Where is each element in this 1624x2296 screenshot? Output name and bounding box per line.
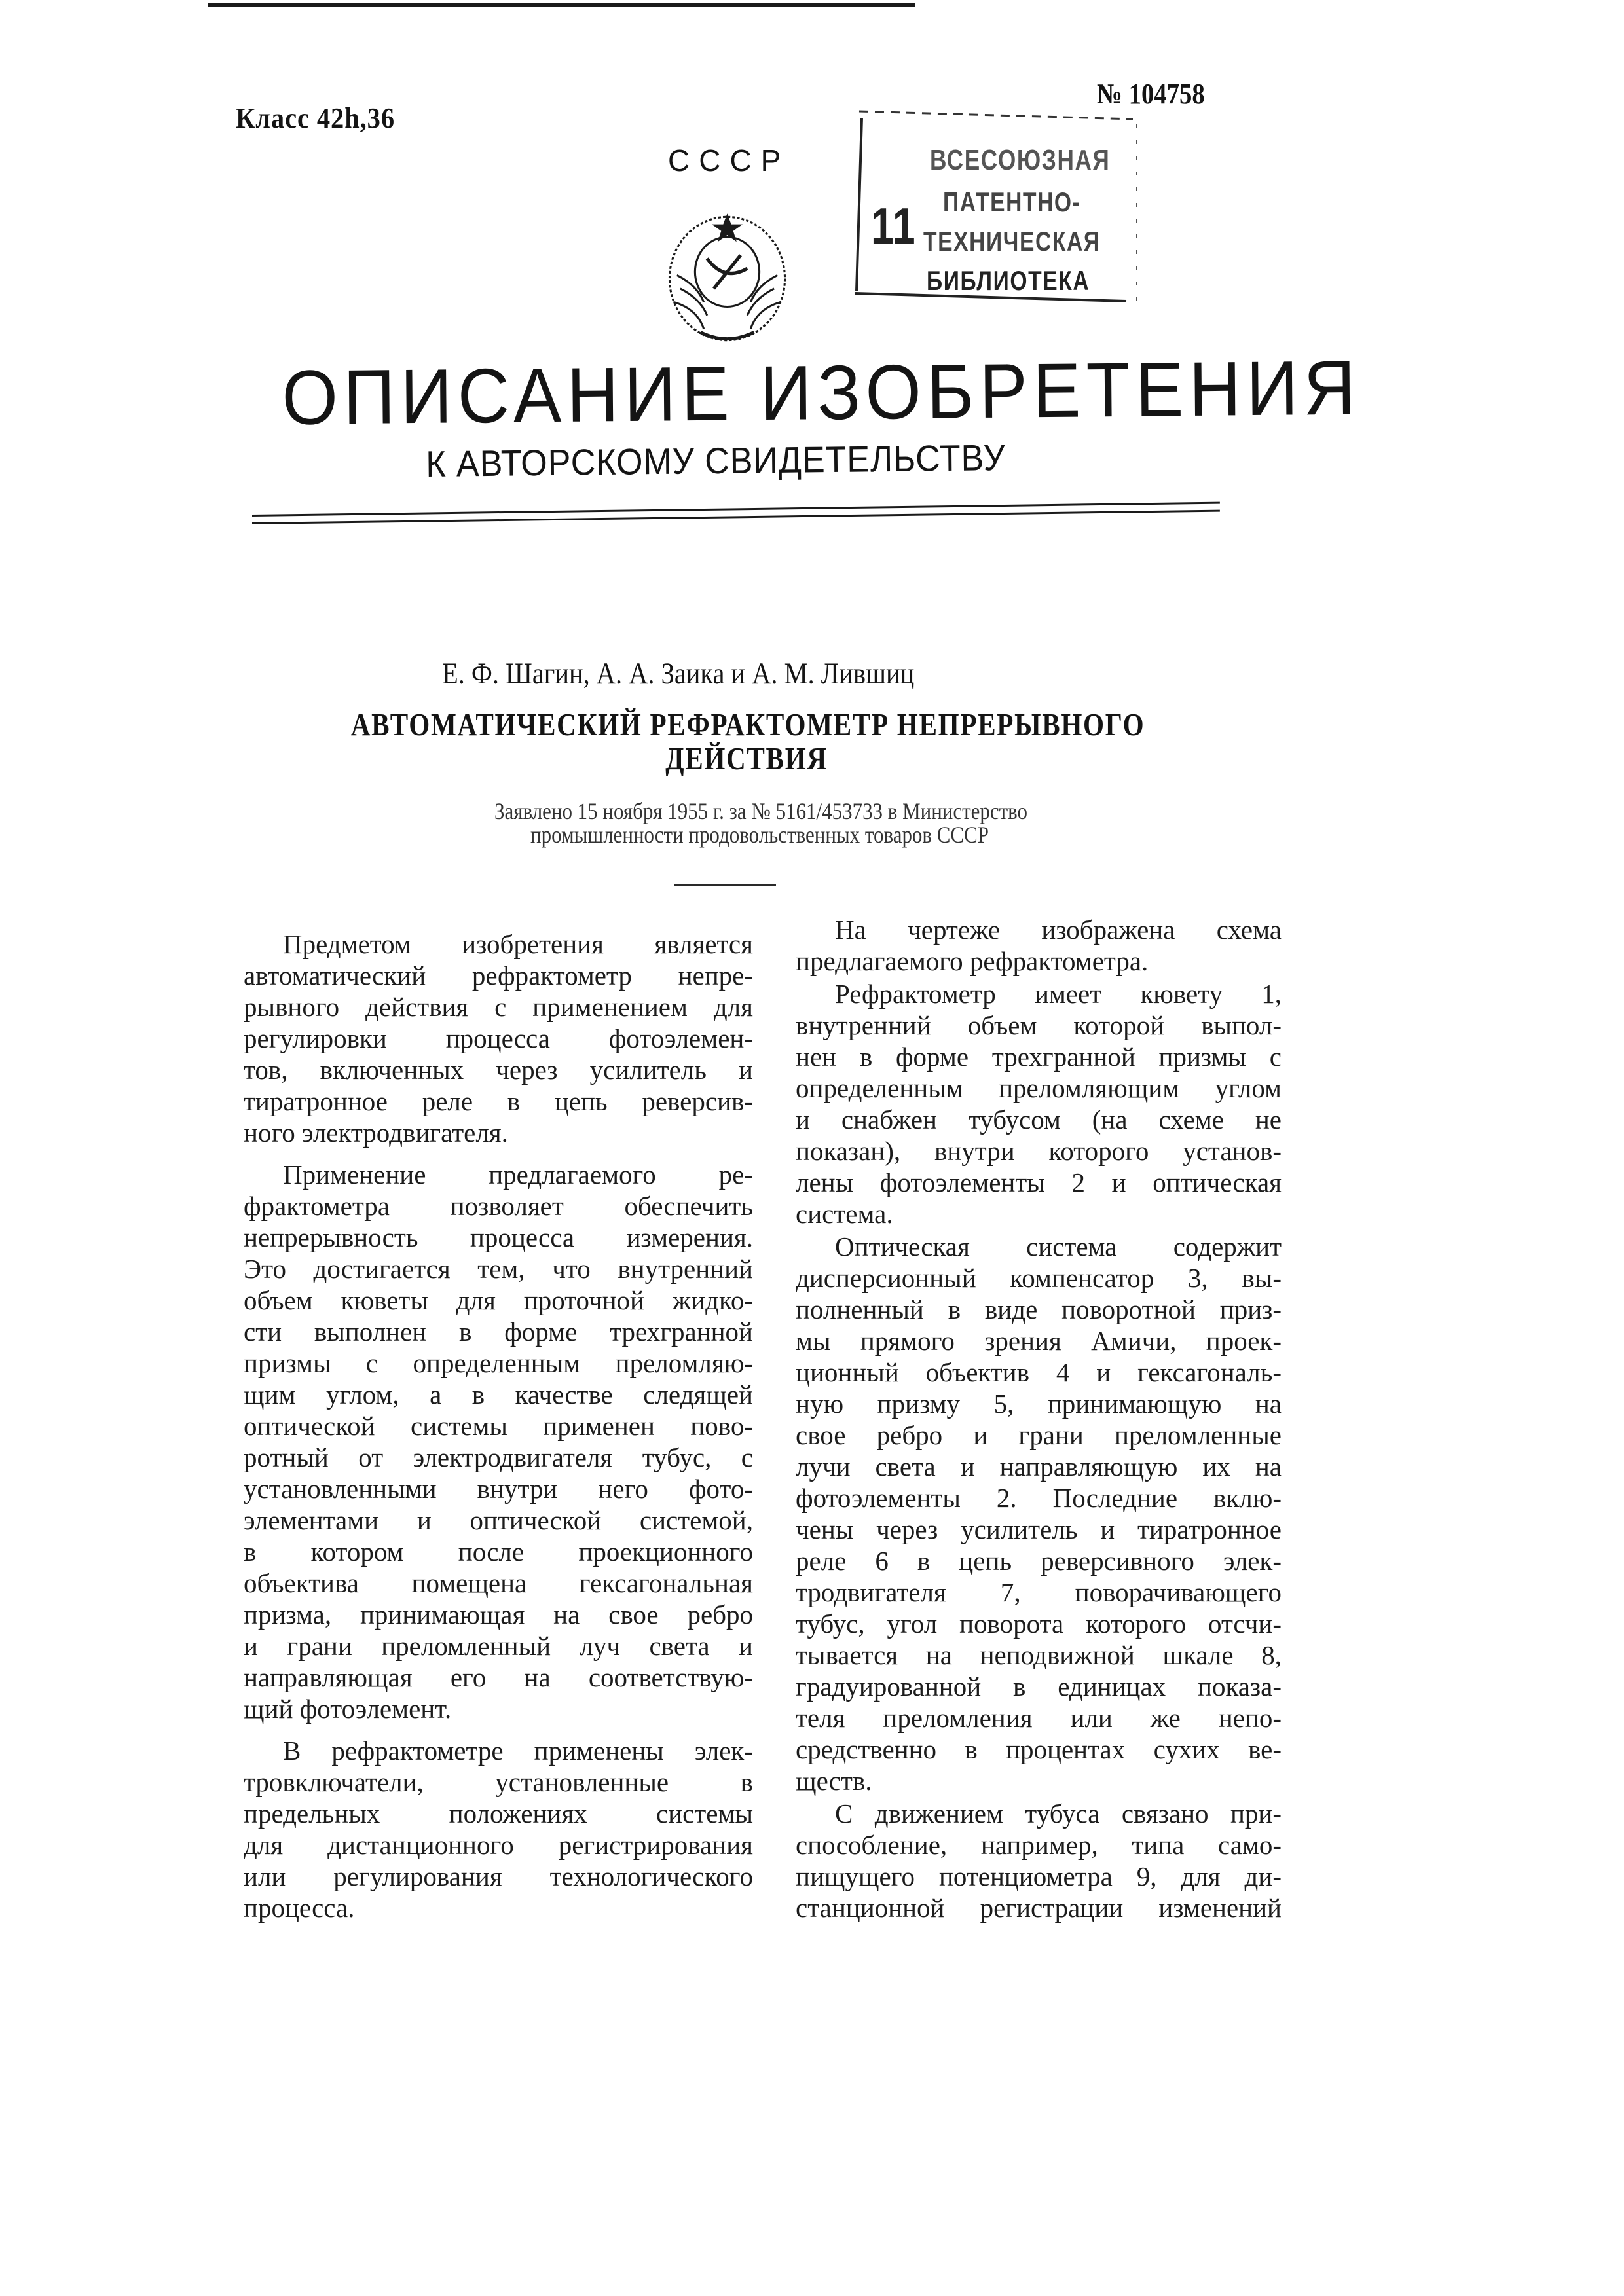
- paragraph-line: способление, например, типа само-: [796, 1829, 1282, 1861]
- stamp-line-2: ПАТЕНТНО-: [943, 187, 1080, 218]
- paragraph-line: Предметом изобретения является: [244, 928, 753, 960]
- country-label: СССР: [668, 143, 790, 178]
- stamp-line-1: ВСЕСОЮЗНАЯ: [930, 144, 1110, 177]
- paragraph-line: процесса.: [244, 1892, 753, 1923]
- paragraph-line: в котором после проекционного: [244, 1536, 753, 1567]
- paragraph-line: щим углом, а в качестве следящей: [244, 1379, 753, 1410]
- paragraph-line: направляющая его на соответствую-: [244, 1662, 753, 1693]
- stamp-line-3: ТЕХНИЧЕСКАЯ: [923, 226, 1101, 257]
- paragraph-line: оптической системы применен пово-: [244, 1410, 753, 1442]
- paragraph-line: призмы с определенным преломляю-: [244, 1347, 753, 1379]
- paragraph-line: предельных положениях системы: [244, 1798, 753, 1829]
- paragraph-line: дисперсионный компенсатор 3, вы-: [796, 1262, 1282, 1294]
- body-right-column: [796, 914, 1282, 1923]
- paragraph-line: ротный от электродвигателя тубус, с: [244, 1442, 753, 1473]
- paragraph-line: теля преломления или же непо-: [796, 1702, 1282, 1734]
- paragraph-line: лены фотоэлементы 2 и оптическая: [796, 1167, 1282, 1198]
- patent-class-label: Класс 42h,36: [236, 101, 395, 135]
- paragraph-line: тубус, угол поворота которого отсчи-: [796, 1608, 1282, 1639]
- paragraph-line: предлагаемого рефрактометра.: [796, 945, 1282, 977]
- paragraph-line: регулировки процесса фотоэлемен-: [244, 1023, 753, 1054]
- stamp-line-4: БИБЛИОТЕКА: [927, 265, 1090, 297]
- stamp-number: 11: [871, 196, 916, 256]
- paragraph-line: Рефрактометр имеет кювету 1,: [796, 978, 1282, 1010]
- paragraph-line: установленными внутри него фото-: [244, 1473, 753, 1504]
- paragraph-line: ществ.: [796, 1765, 1282, 1796]
- paragraph-line: щий фотоэлемент.: [244, 1693, 753, 1724]
- paragraph-line: фрактометра позволяет обеспечить: [244, 1190, 753, 1222]
- paragraph-line: автоматический рефрактометр непре-: [244, 960, 753, 991]
- paragraph-line: Применение предлагаемого ре-: [244, 1159, 753, 1190]
- paragraph-line: и грани преломленный луч света и: [244, 1630, 753, 1662]
- section-divider: [674, 884, 776, 886]
- document-main-title: ОПИСАНИЕ ИЗОБРЕТЕНИЯ: [282, 344, 1361, 443]
- paragraph-line: показан), внутри которого установ-: [796, 1135, 1282, 1167]
- filing-info-line-2: промышленности продовольственных товаров СССР: [62, 821, 1458, 848]
- paragraph-line: сти выполнен в форме трехгранной: [244, 1316, 753, 1347]
- paragraph-line: мы прямого зрения Амичи, проек-: [796, 1325, 1282, 1357]
- paragraph-line: система.: [796, 1198, 1282, 1230]
- paragraph-line: объектива помещена гексагональная: [244, 1567, 753, 1599]
- paragraph-line: внутренний объем которой выпол-: [796, 1010, 1282, 1041]
- paragraph-line: ционный объектив 4 и гексагональ-: [796, 1357, 1282, 1388]
- library-stamp: [851, 105, 1166, 304]
- paragraph-line: непрерывность процесса измерения.: [244, 1222, 753, 1253]
- paragraph-line: пищущего потенциометра 9, для ди-: [796, 1861, 1282, 1892]
- paragraph-line: элементами и оптической системой,: [244, 1504, 753, 1536]
- paragraph-line: Это достигается тем, что внутренний: [244, 1253, 753, 1285]
- paragraph-line: или регулирования технологического: [244, 1861, 753, 1892]
- top-border-rule: [208, 3, 915, 7]
- title-double-rule-top: [252, 502, 1220, 517]
- paragraph-line: нен в форме трехгранной призмы с: [796, 1041, 1282, 1072]
- paragraph-line: станционной регистрации изменений: [796, 1892, 1282, 1923]
- paragraph-line: чены через усилитель и тиратронное: [796, 1514, 1282, 1545]
- paragraph-line: ного электродвигателя.: [244, 1117, 753, 1148]
- paragraph-line: тов, включенных через усилитель и: [244, 1054, 753, 1085]
- paragraph-line: объем кюветы для проточной жидко-: [244, 1285, 753, 1316]
- paragraph-line: рывного действия с применением для: [244, 991, 753, 1023]
- paragraph-line: фотоэлементы 2. Последние вклю-: [796, 1482, 1282, 1514]
- paragraph-line: полненный в виде поворотной приз-: [796, 1294, 1282, 1325]
- paragraph-line: тровключатели, установленные в: [244, 1766, 753, 1798]
- paragraph-gap: [244, 1724, 753, 1735]
- authors-line: Е. Ф. Шагин, А. А. Заика и А. М. Лившиц: [442, 656, 914, 691]
- paragraph-line: средственно в процентах сухих ве-: [796, 1734, 1282, 1765]
- patent-number: № 104758: [1097, 77, 1205, 111]
- paragraph-line: лучи света и направляющую их на: [796, 1451, 1282, 1482]
- filing-info-line-1: Заявлено 15 ноября 1955 г. за № 5161/453733 в Министерство: [63, 797, 1460, 825]
- document-subtitle: К АВТОРСКОМУ СВИДЕТЕЛЬСТВУ: [426, 436, 1006, 485]
- invention-title-line-1: АВТОМАТИЧЕСКИЙ РЕФРАКТОМЕТР НЕПРЕРЫВНОГО: [65, 706, 1430, 743]
- paragraph-line: и снабжен тубусом (на схеме не: [796, 1104, 1282, 1135]
- paragraph-line: На чертеже изображена схема: [796, 914, 1282, 945]
- paragraph-line: определенным преломляющим углом: [796, 1072, 1282, 1104]
- paragraph-line: тиратронное реле в цепь реверсив-: [244, 1085, 753, 1117]
- body-left-column: [244, 928, 753, 1923]
- paragraph-line: свое ребро и грани преломленные: [796, 1419, 1282, 1451]
- ussr-emblem-icon: [660, 208, 794, 349]
- paragraph-gap: [244, 1148, 753, 1159]
- paragraph-line: С движением тубуса связано при-: [796, 1798, 1282, 1829]
- paragraph-line: В рефрактометре применены элек-: [244, 1735, 753, 1766]
- paragraph-line: реле 6 в цепь реверсивного элек-: [796, 1545, 1282, 1576]
- paragraph-line: тродвигателя 7, поворачивающего: [796, 1576, 1282, 1608]
- paragraph-line: Оптическая система содержит: [796, 1231, 1282, 1262]
- title-double-rule-bottom: [252, 510, 1220, 524]
- invention-title-line-2: ДЕЙСТВИЯ: [64, 740, 1428, 777]
- paragraph-line: градуированной в единицах показа-: [796, 1671, 1282, 1702]
- paragraph-line: призма, принимающая на свое ребро: [244, 1599, 753, 1630]
- paragraph-line: тывается на неподвижной шкале 8,: [796, 1639, 1282, 1671]
- paragraph-line: ную призму 5, принимающую на: [796, 1388, 1282, 1419]
- paragraph-line: для дистанционного регистрирования: [244, 1829, 753, 1861]
